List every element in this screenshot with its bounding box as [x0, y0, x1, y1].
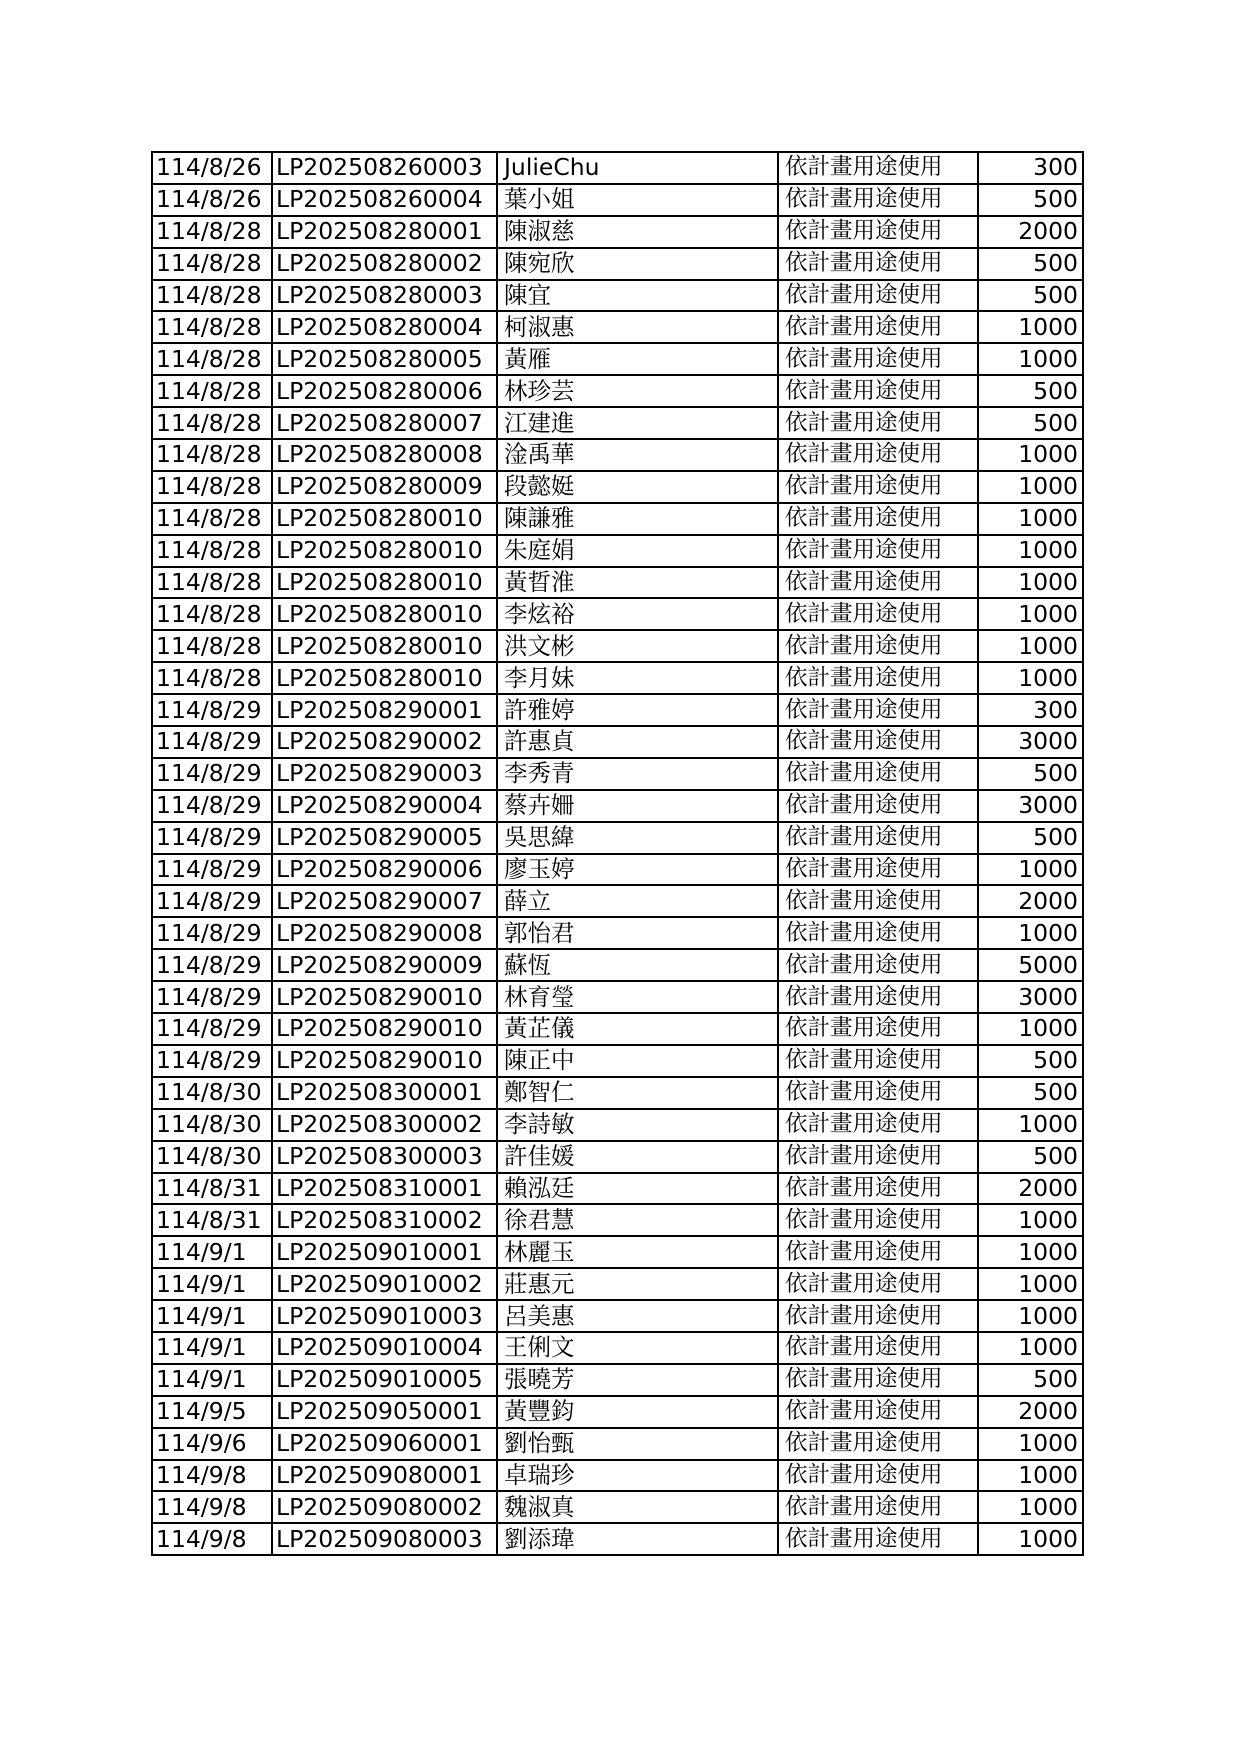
usage-cell: 依計畫用途使用: [778, 503, 978, 535]
table-row: [152, 917, 1083, 949]
donor-name-cell: 蔡卉姍: [497, 790, 778, 822]
date-cell: 114/8/28: [152, 216, 272, 248]
usage-cell: 依計畫用途使用: [778, 1013, 978, 1045]
usage-cell: 依計畫用途使用: [778, 1141, 978, 1173]
receipt-number-cell: LP202508290010: [272, 981, 497, 1013]
table-row: [152, 1141, 1083, 1173]
date-cell: 114/8/29: [152, 949, 272, 981]
table-row: [152, 567, 1083, 599]
usage-cell: 依計畫用途使用: [778, 1300, 978, 1332]
amount-cell: 1000: [978, 503, 1083, 535]
usage-cell: 依計畫用途使用: [778, 758, 978, 790]
usage-cell: 依計畫用途使用: [778, 630, 978, 662]
receipt-number-cell: LP202508290002: [272, 726, 497, 758]
donor-name-cell: 劉添瑋: [497, 1523, 778, 1555]
donor-name-cell: 魏淑真: [497, 1491, 778, 1523]
table-row: [152, 1236, 1083, 1268]
amount-cell: 2000: [978, 885, 1083, 917]
donor-name-cell: 江建進: [497, 407, 778, 439]
usage-cell: 依計畫用途使用: [778, 1523, 978, 1555]
donor-name-cell: 郭怡君: [497, 917, 778, 949]
date-cell: 114/9/8: [152, 1460, 272, 1492]
usage-cell: 依計畫用途使用: [778, 535, 978, 567]
usage-cell: 依計畫用途使用: [778, 343, 978, 375]
table-row: [152, 311, 1083, 343]
usage-cell: 依計畫用途使用: [778, 152, 978, 184]
donor-name-cell: 鄭智仁: [497, 1077, 778, 1109]
amount-cell: 1000: [978, 535, 1083, 567]
amount-cell: 1000: [978, 1013, 1083, 1045]
date-cell: 114/8/28: [152, 471, 272, 503]
usage-cell: 依計畫用途使用: [778, 1428, 978, 1460]
receipt-number-cell: LP202509060001: [272, 1428, 497, 1460]
table-row: [152, 535, 1083, 567]
usage-cell: 依計畫用途使用: [778, 790, 978, 822]
table-row: [152, 1077, 1083, 1109]
receipt-number-cell: LP202509080002: [272, 1491, 497, 1523]
usage-cell: 依計畫用途使用: [778, 1173, 978, 1205]
date-cell: 114/8/29: [152, 726, 272, 758]
date-cell: 114/8/29: [152, 758, 272, 790]
donor-name-cell: 許雅婷: [497, 694, 778, 726]
donor-name-cell: 洪文彬: [497, 630, 778, 662]
table-row: [152, 343, 1083, 375]
table-row: [152, 152, 1083, 184]
amount-cell: 5000: [978, 949, 1083, 981]
usage-cell: 依計畫用途使用: [778, 439, 978, 471]
receipt-number-cell: LP202508280010: [272, 535, 497, 567]
date-cell: 114/8/28: [152, 567, 272, 599]
amount-cell: 1000: [978, 1204, 1083, 1236]
table-row: [152, 1460, 1083, 1492]
date-cell: 114/9/8: [152, 1523, 272, 1555]
table-row: [152, 1523, 1083, 1555]
donor-name-cell: 蘇恆: [497, 949, 778, 981]
date-cell: 114/8/28: [152, 439, 272, 471]
amount-cell: 3000: [978, 790, 1083, 822]
amount-cell: 2000: [978, 216, 1083, 248]
amount-cell: 1000: [978, 1236, 1083, 1268]
receipt-number-cell: LP202508300002: [272, 1109, 497, 1141]
usage-cell: 依計畫用途使用: [778, 949, 978, 981]
table-row: [152, 758, 1083, 790]
donor-name-cell: 李月妹: [497, 662, 778, 694]
table-row: [152, 981, 1083, 1013]
table-row: [152, 1268, 1083, 1300]
table-row: [152, 598, 1083, 630]
usage-cell: 依計畫用途使用: [778, 280, 978, 312]
donor-name-cell: 段懿娗: [497, 471, 778, 503]
amount-cell: 1000: [978, 854, 1083, 886]
usage-cell: 依計畫用途使用: [778, 311, 978, 343]
table-row: [152, 503, 1083, 535]
donor-name-cell: JulieChu: [497, 152, 778, 184]
amount-cell: 500: [978, 1141, 1083, 1173]
table-row: [152, 184, 1083, 216]
receipt-number-cell: LP202508290009: [272, 949, 497, 981]
date-cell: 114/9/8: [152, 1491, 272, 1523]
receipt-number-cell: LP202508290003: [272, 758, 497, 790]
amount-cell: 3000: [978, 981, 1083, 1013]
table-row: [152, 248, 1083, 280]
amount-cell: 500: [978, 248, 1083, 280]
donor-name-cell: 吳思緯: [497, 822, 778, 854]
usage-cell: 依計畫用途使用: [778, 662, 978, 694]
receipt-number-cell: LP202508260003: [272, 152, 497, 184]
receipt-number-cell: LP202509010002: [272, 1268, 497, 1300]
amount-cell: 1000: [978, 1428, 1083, 1460]
table-row: [152, 1396, 1083, 1428]
table-row: [152, 822, 1083, 854]
donor-name-cell: 許佳媛: [497, 1141, 778, 1173]
receipt-number-cell: LP202508280002: [272, 248, 497, 280]
amount-cell: 500: [978, 184, 1083, 216]
receipt-number-cell: LP202508310002: [272, 1204, 497, 1236]
donor-name-cell: 莊惠元: [497, 1268, 778, 1300]
date-cell: 114/8/29: [152, 822, 272, 854]
table-row: [152, 280, 1083, 312]
table-row: [152, 1332, 1083, 1364]
date-cell: 114/8/28: [152, 630, 272, 662]
receipt-number-cell: LP202508260004: [272, 184, 497, 216]
date-cell: 114/9/5: [152, 1396, 272, 1428]
date-cell: 114/8/26: [152, 152, 272, 184]
date-cell: 114/8/28: [152, 407, 272, 439]
date-cell: 114/8/29: [152, 694, 272, 726]
amount-cell: 1000: [978, 1300, 1083, 1332]
usage-cell: 依計畫用途使用: [778, 1077, 978, 1109]
date-cell: 114/8/28: [152, 280, 272, 312]
date-cell: 114/8/28: [152, 662, 272, 694]
amount-cell: 500: [978, 758, 1083, 790]
usage-cell: 依計畫用途使用: [778, 1236, 978, 1268]
usage-cell: 依計畫用途使用: [778, 981, 978, 1013]
amount-cell: 1000: [978, 343, 1083, 375]
date-cell: 114/9/1: [152, 1236, 272, 1268]
usage-cell: 依計畫用途使用: [778, 885, 978, 917]
amount-cell: 1000: [978, 1332, 1083, 1364]
date-cell: 114/8/29: [152, 1045, 272, 1077]
donor-name-cell: 柯淑惠: [497, 311, 778, 343]
amount-cell: 300: [978, 694, 1083, 726]
donor-name-cell: 徐君慧: [497, 1204, 778, 1236]
receipt-number-cell: LP202509080003: [272, 1523, 497, 1555]
amount-cell: 1000: [978, 311, 1083, 343]
amount-cell: 1000: [978, 1523, 1083, 1555]
date-cell: 114/8/30: [152, 1109, 272, 1141]
date-cell: 114/8/30: [152, 1077, 272, 1109]
usage-cell: 依計畫用途使用: [778, 1491, 978, 1523]
usage-cell: 依計畫用途使用: [778, 184, 978, 216]
donor-name-cell: 葉小姐: [497, 184, 778, 216]
table-row: [152, 1013, 1083, 1045]
table-row: [152, 854, 1083, 886]
table-row: [152, 375, 1083, 407]
amount-cell: 1000: [978, 1460, 1083, 1492]
usage-cell: 依計畫用途使用: [778, 917, 978, 949]
usage-cell: 依計畫用途使用: [778, 407, 978, 439]
donor-name-cell: 黃雁: [497, 343, 778, 375]
date-cell: 114/8/28: [152, 343, 272, 375]
table-row: [152, 949, 1083, 981]
donor-name-cell: 呂美惠: [497, 1300, 778, 1332]
receipt-number-cell: LP202508300003: [272, 1141, 497, 1173]
usage-cell: 依計畫用途使用: [778, 471, 978, 503]
receipt-number-cell: LP202509010005: [272, 1364, 497, 1396]
usage-cell: 依計畫用途使用: [778, 822, 978, 854]
amount-cell: 1000: [978, 1268, 1083, 1300]
donor-name-cell: 李詩敏: [497, 1109, 778, 1141]
date-cell: 114/8/28: [152, 598, 272, 630]
receipt-number-cell: LP202508290005: [272, 822, 497, 854]
receipt-number-cell: LP202508280008: [272, 439, 497, 471]
table-row: [152, 630, 1083, 662]
usage-cell: 依計畫用途使用: [778, 248, 978, 280]
usage-cell: 依計畫用途使用: [778, 1364, 978, 1396]
donor-name-cell: 賴泓廷: [497, 1173, 778, 1205]
table-row: [152, 471, 1083, 503]
amount-cell: 500: [978, 1364, 1083, 1396]
table-row: [152, 407, 1083, 439]
amount-cell: 500: [978, 407, 1083, 439]
usage-cell: 依計畫用途使用: [778, 598, 978, 630]
ledger-body: [152, 152, 1083, 1555]
receipt-number-cell: LP202508290006: [272, 854, 497, 886]
amount-cell: 1000: [978, 662, 1083, 694]
date-cell: 114/9/1: [152, 1300, 272, 1332]
amount-cell: 3000: [978, 726, 1083, 758]
date-cell: 114/8/31: [152, 1173, 272, 1205]
amount-cell: 300: [978, 152, 1083, 184]
donor-name-cell: 薛立: [497, 885, 778, 917]
receipt-number-cell: LP202508290010: [272, 1013, 497, 1045]
date-cell: 114/8/28: [152, 311, 272, 343]
date-cell: 114/9/6: [152, 1428, 272, 1460]
date-cell: 114/9/1: [152, 1332, 272, 1364]
receipt-number-cell: LP202508280007: [272, 407, 497, 439]
usage-cell: 依計畫用途使用: [778, 1204, 978, 1236]
amount-cell: 500: [978, 1045, 1083, 1077]
usage-cell: 依計畫用途使用: [778, 726, 978, 758]
date-cell: 114/8/28: [152, 248, 272, 280]
receipt-number-cell: LP202508280010: [272, 662, 497, 694]
receipt-number-cell: LP202508300001: [272, 1077, 497, 1109]
usage-cell: 依計畫用途使用: [778, 375, 978, 407]
donor-name-cell: 張曉芳: [497, 1364, 778, 1396]
table-row: [152, 662, 1083, 694]
donor-name-cell: 黃芷儀: [497, 1013, 778, 1045]
receipt-number-cell: LP202508290008: [272, 917, 497, 949]
date-cell: 114/8/28: [152, 535, 272, 567]
amount-cell: 2000: [978, 1396, 1083, 1428]
date-cell: 114/8/29: [152, 854, 272, 886]
usage-cell: 依計畫用途使用: [778, 567, 978, 599]
donor-name-cell: 林珍芸: [497, 375, 778, 407]
usage-cell: 依計畫用途使用: [778, 854, 978, 886]
table-row: [152, 439, 1083, 471]
amount-cell: 1000: [978, 1491, 1083, 1523]
donor-name-cell: 李秀青: [497, 758, 778, 790]
date-cell: 114/8/28: [152, 503, 272, 535]
date-cell: 114/8/29: [152, 1013, 272, 1045]
receipt-number-cell: LP202509080001: [272, 1460, 497, 1492]
date-cell: 114/9/1: [152, 1364, 272, 1396]
receipt-number-cell: LP202509010003: [272, 1300, 497, 1332]
donor-name-cell: 陳謙雅: [497, 503, 778, 535]
donor-name-cell: 劉怡甄: [497, 1428, 778, 1460]
table-row: [152, 790, 1083, 822]
receipt-number-cell: LP202508290001: [272, 694, 497, 726]
receipt-number-cell: LP202508290004: [272, 790, 497, 822]
receipt-number-cell: LP202508280010: [272, 598, 497, 630]
usage-cell: 依計畫用途使用: [778, 1332, 978, 1364]
amount-cell: 500: [978, 280, 1083, 312]
amount-cell: 1000: [978, 917, 1083, 949]
usage-cell: 依計畫用途使用: [778, 694, 978, 726]
receipt-number-cell: LP202508280001: [272, 216, 497, 248]
donor-name-cell: 陳宛欣: [497, 248, 778, 280]
donor-name-cell: 許惠貞: [497, 726, 778, 758]
amount-cell: 1000: [978, 1109, 1083, 1141]
receipt-number-cell: LP202508280003: [272, 280, 497, 312]
amount-cell: 1000: [978, 567, 1083, 599]
date-cell: 114/8/30: [152, 1141, 272, 1173]
donation-ledger-table: [151, 151, 1084, 1556]
table-row: [152, 1173, 1083, 1205]
table-row: [152, 885, 1083, 917]
donor-name-cell: 淦禹華: [497, 439, 778, 471]
receipt-number-cell: LP202508280005: [272, 343, 497, 375]
donor-name-cell: 廖玉婷: [497, 854, 778, 886]
date-cell: 114/8/29: [152, 885, 272, 917]
donor-name-cell: 卓瑞珍: [497, 1460, 778, 1492]
donor-name-cell: 黃晢淮: [497, 567, 778, 599]
amount-cell: 500: [978, 822, 1083, 854]
amount-cell: 500: [978, 375, 1083, 407]
table-row: [152, 1204, 1083, 1236]
usage-cell: 依計畫用途使用: [778, 1396, 978, 1428]
donor-name-cell: 黃豐鈞: [497, 1396, 778, 1428]
amount-cell: 500: [978, 1077, 1083, 1109]
table-row: [152, 726, 1083, 758]
amount-cell: 2000: [978, 1173, 1083, 1205]
amount-cell: 1000: [978, 598, 1083, 630]
table-row: [152, 694, 1083, 726]
donor-name-cell: 林麗玉: [497, 1236, 778, 1268]
donor-name-cell: 陳宜: [497, 280, 778, 312]
receipt-number-cell: LP202509010001: [272, 1236, 497, 1268]
date-cell: 114/9/1: [152, 1268, 272, 1300]
receipt-number-cell: LP202508290010: [272, 1045, 497, 1077]
table-row: [152, 216, 1083, 248]
usage-cell: 依計畫用途使用: [778, 1045, 978, 1077]
donor-name-cell: 林育瑩: [497, 981, 778, 1013]
donor-name-cell: 陳正中: [497, 1045, 778, 1077]
date-cell: 114/8/28: [152, 375, 272, 407]
table-row: [152, 1364, 1083, 1396]
table-row: [152, 1109, 1083, 1141]
table-row: [152, 1428, 1083, 1460]
receipt-number-cell: LP202508310001: [272, 1173, 497, 1205]
receipt-number-cell: LP202508280004: [272, 311, 497, 343]
date-cell: 114/8/29: [152, 917, 272, 949]
receipt-number-cell: LP202508280009: [272, 471, 497, 503]
donor-name-cell: 李炫裕: [497, 598, 778, 630]
date-cell: 114/8/26: [152, 184, 272, 216]
date-cell: 114/8/29: [152, 981, 272, 1013]
receipt-number-cell: LP202509010004: [272, 1332, 497, 1364]
amount-cell: 1000: [978, 471, 1083, 503]
receipt-number-cell: LP202508290007: [272, 885, 497, 917]
receipt-number-cell: LP202509050001: [272, 1396, 497, 1428]
receipt-number-cell: LP202508280010: [272, 630, 497, 662]
usage-cell: 依計畫用途使用: [778, 1109, 978, 1141]
amount-cell: 1000: [978, 439, 1083, 471]
usage-cell: 依計畫用途使用: [778, 216, 978, 248]
receipt-number-cell: LP202508280010: [272, 503, 497, 535]
usage-cell: 依計畫用途使用: [778, 1268, 978, 1300]
donor-name-cell: 王俐文: [497, 1332, 778, 1364]
table-row: [152, 1300, 1083, 1332]
receipt-number-cell: LP202508280006: [272, 375, 497, 407]
receipt-number-cell: LP202508280010: [272, 567, 497, 599]
table-row: [152, 1491, 1083, 1523]
donor-name-cell: 朱庭娟: [497, 535, 778, 567]
usage-cell: 依計畫用途使用: [778, 1460, 978, 1492]
amount-cell: 1000: [978, 630, 1083, 662]
date-cell: 114/8/29: [152, 790, 272, 822]
date-cell: 114/8/31: [152, 1204, 272, 1236]
donor-name-cell: 陳淑慈: [497, 216, 778, 248]
table-row: [152, 1045, 1083, 1077]
